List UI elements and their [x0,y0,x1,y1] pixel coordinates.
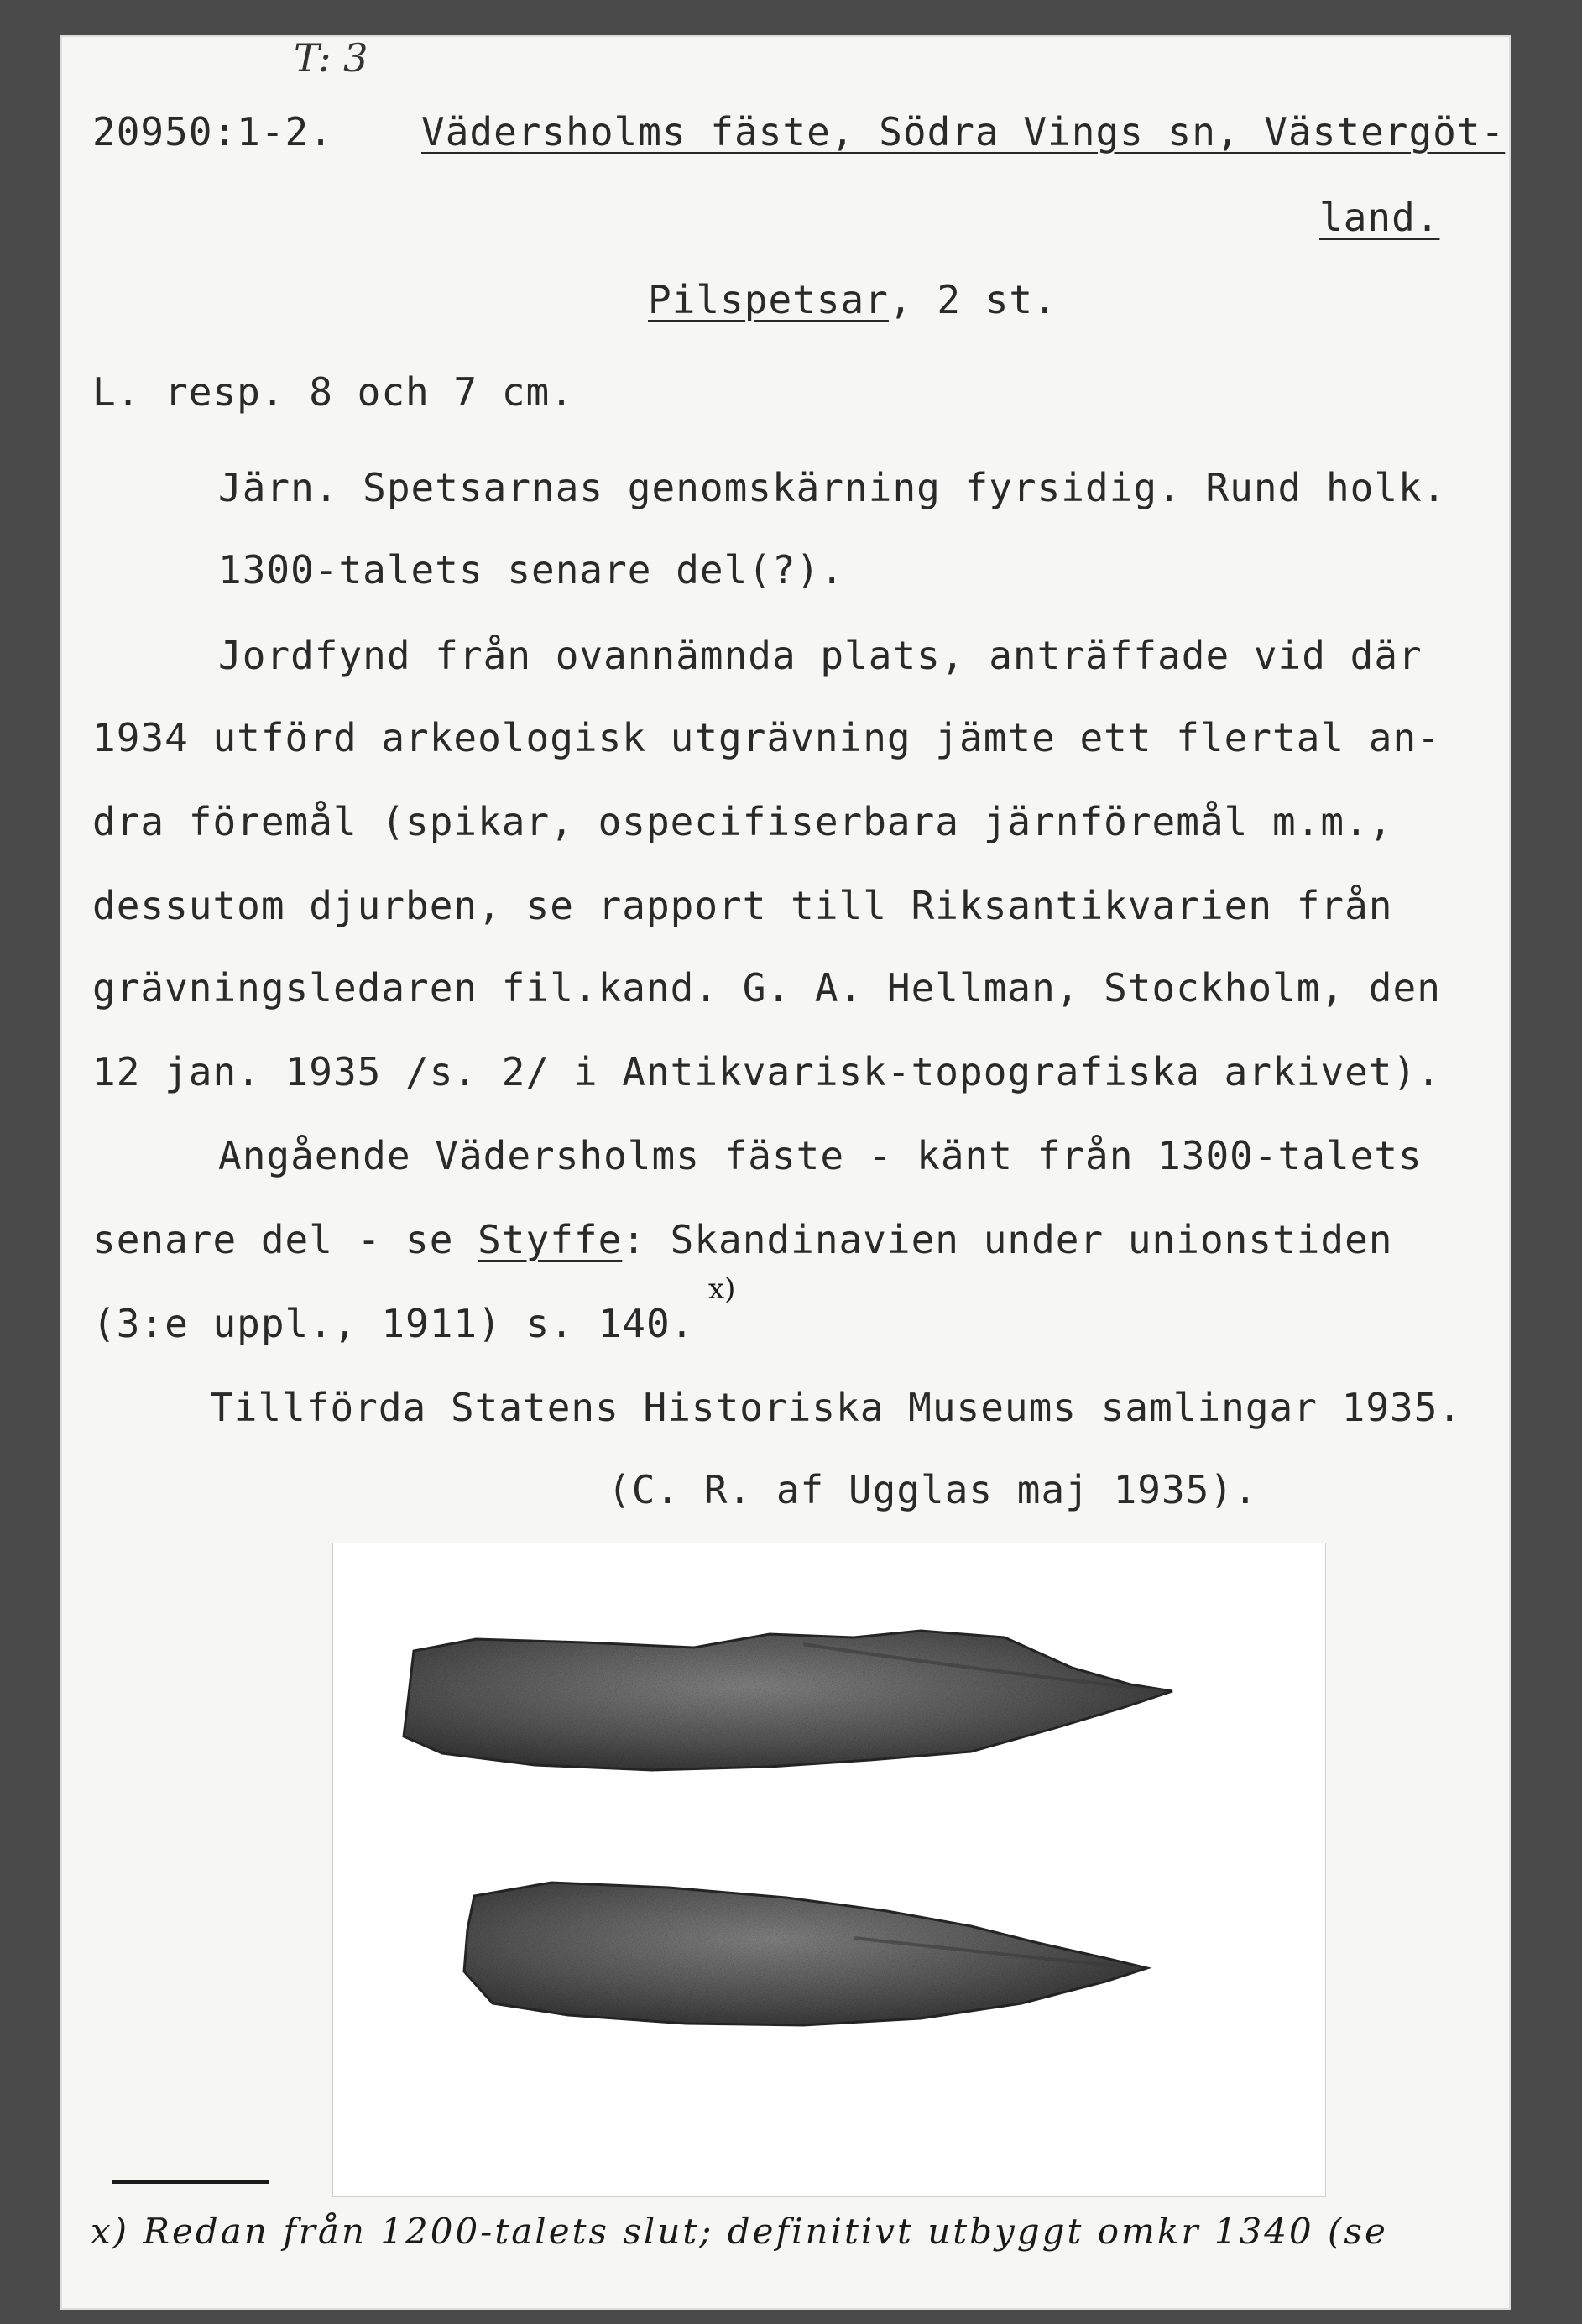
reference-edition: (3:e uppl., 1911) s. 140. [92,1301,695,1346]
archive-mark: T: 3 [294,35,368,81]
artifact-photo [332,1543,1326,2197]
inventory-number: 20950:1-2. [92,109,333,154]
location-line-1: Vädersholms fäste, Södra Vings sn, Västergöt- [421,109,1506,154]
body-line-1: Järn. Spetsarnas genomskärning fyrsidig. Rund holk. [218,465,1447,510]
arrowheads-illustration [333,1543,1325,2196]
reference-author: Styffe [478,1217,623,1262]
object-heading [648,277,1057,322]
footnote-rule [112,2180,269,2184]
reference-rest: : Skandinavien under unionstiden [622,1217,1393,1262]
reference-line [92,1217,1393,1262]
signature-line: (C. R. af Ugglas maj 1935). [608,1467,1258,1512]
arrowhead-upper [404,1631,1172,1770]
body-line-7: grävningsledaren fil.kand. G. A. Hellman, Stockholm, den [92,965,1441,1011]
object-count: , 2 st. [888,277,1057,322]
body-line-3: Jordfynd från ovannämnda plats, anträffade vid där [218,633,1423,678]
catalog-card [60,35,1511,2310]
arrowhead-lower [464,1883,1147,2025]
dimensions: L. resp. 8 och 7 cm. [92,369,574,415]
body-line-6: dessutom djurben, se rapport till Riksantikvarien från [92,883,1393,928]
reference-prefix: senare del - se [92,1217,478,1262]
object-title: Pilspetsar [648,277,889,322]
location-line-2: land. [1319,195,1440,240]
body-line-4: 1934 utförd arkeologisk utgrävning jämte ett flertal an- [92,715,1441,760]
acquisition-line: Tillförda Statens Historiska Museums samlingar 1935. [210,1385,1463,1430]
body-line-2: 1300-talets senare del(?). [218,547,845,593]
handwritten-footnote: x) Redan från 1200-talets slut; definitivt utbyggt omkr 1340 (se [91,2211,1388,2252]
body-line-8: 12 jan. 1935 /s. 2/ i Antikvarisk-topografiska arkivet). [92,1049,1441,1094]
body-line-9: Angående Vädersholms fäste - känt från 1300-talets [218,1133,1423,1178]
body-line-5: dra föremål (spikar, ospecifiserbara järnföremål m.m., [92,799,1393,844]
footnote-mark: x) [708,1272,736,1306]
